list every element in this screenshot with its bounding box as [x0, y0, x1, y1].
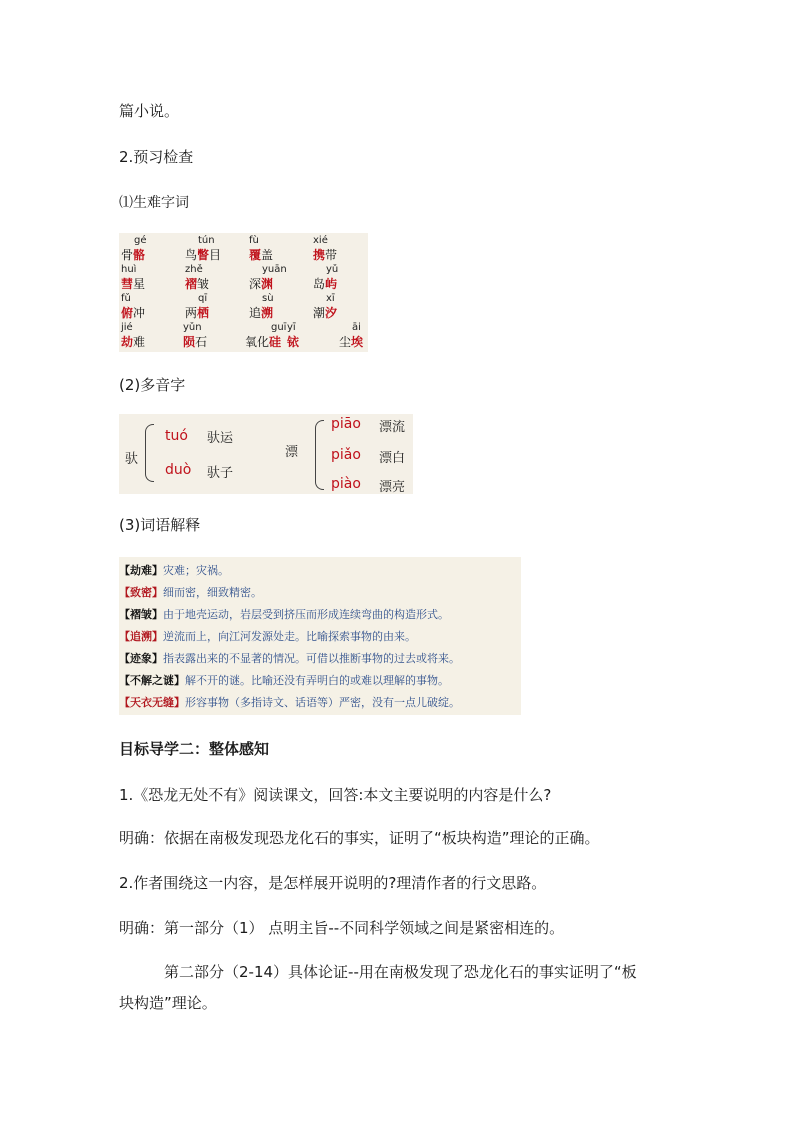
vocab-item — [311, 263, 373, 292]
definition-text: 解不开的谜。比喻还没有弄明白的或难以理解的事物。 — [185, 674, 449, 687]
vocab-pinyin: xié — [313, 235, 328, 246]
vocab-word: 陨石 — [183, 335, 208, 349]
vocab-pinyin: qī — [198, 293, 208, 304]
vocab-word: 铱 — [287, 335, 300, 349]
question-2: 2.作者围绕这一内容，是怎样展开说明的?理清作者的行文思路。 — [119, 874, 547, 892]
vocab-pinyin: gé — [134, 235, 147, 246]
poly-char: 漂 — [285, 445, 299, 460]
vocab-item — [119, 292, 181, 321]
definition-term: 【劫难】 — [119, 564, 163, 577]
vocab-pinyin: huì — [121, 264, 137, 275]
vocab-item — [183, 263, 245, 292]
brace-icon — [145, 424, 154, 482]
vocab-word: 尘埃 — [339, 335, 364, 349]
vocab-pinyin: guī — [271, 322, 287, 333]
poly-pinyin: piǎo — [331, 447, 361, 463]
vocab-pinyin: yǔ — [326, 264, 339, 275]
poly-heading: (2)多音字 — [119, 376, 186, 394]
definition-text: 指表露出来的不显著的情况。可借以推断事物的过去或将来。 — [163, 652, 460, 665]
definition-item — [119, 648, 460, 670]
vocab-item — [183, 234, 245, 263]
vocab-word: 追溯 — [249, 306, 274, 320]
vocab-word: 褶皱 — [185, 277, 210, 291]
definition-text: 逆流而上，向江河发源处走。比喻探索事物的由来。 — [163, 630, 416, 643]
vocab-pinyin: fǔ — [121, 293, 131, 304]
vocab-word: 岛屿 — [313, 277, 338, 291]
question-1: 1.《恐龙无处不有》阅读课文，回答:本文主要说明的内容是什么? — [119, 786, 552, 804]
poly-pinyin: piāo — [331, 416, 361, 432]
vocab-item — [119, 263, 181, 292]
definition-term: 【致密】 — [119, 586, 163, 599]
vocab-item — [247, 292, 309, 321]
definitions-panel — [119, 557, 521, 715]
vocab-word: 潮汐 — [313, 306, 338, 320]
definition-term: 【不解之谜】 — [119, 674, 185, 687]
answer-2-part2: 第二部分（2-14）具体论证--用在南极发现了恐龙化石的事实证明了“板 — [164, 963, 637, 981]
definition-text: 形容事物（多指诗文、话语等）严密，没有一点儿破绽。 — [185, 696, 460, 709]
vocab-pinyin: fù — [249, 235, 259, 246]
vocab-word: 劫难 — [121, 335, 146, 349]
vocab-word: 携带 — [313, 248, 338, 262]
vocab-item — [181, 321, 243, 350]
vocab-item — [311, 234, 373, 263]
answer-2: 明确：第一部分（1） 点明主旨--不同科学领域之间是紧密相连的。 — [119, 919, 565, 937]
vocab-pinyin: āi — [352, 322, 361, 333]
vocab-word: 两栖 — [185, 306, 210, 320]
poly-word: 漂白 — [379, 451, 406, 466]
vocab-pinyin: jié — [121, 322, 133, 333]
vocab-pinyin: xī — [326, 293, 335, 304]
vocab-item — [247, 263, 309, 292]
intro-tail: 篇小说。 — [119, 102, 180, 120]
vocab-word: 彗星 — [121, 277, 146, 291]
vocab-panel — [119, 233, 368, 352]
vocab-pinyin: yǔn — [183, 322, 202, 333]
definition-text: 灾难；灾祸。 — [163, 564, 229, 577]
vocab-pinyin: zhě — [185, 264, 203, 275]
poly-word: 驮运 — [207, 431, 234, 446]
poly-word: 漂流 — [379, 420, 406, 435]
vocab-word: 覆盖 — [249, 248, 274, 262]
definition-item — [119, 560, 229, 582]
definition-term: 【追溯】 — [119, 630, 163, 643]
vocab-pinyin: yī — [287, 322, 296, 333]
answer-2-part2-cont: 块构造”理论。 — [119, 994, 217, 1012]
poly-char: 驮 — [125, 452, 139, 467]
vocab-word: 骨骼 — [121, 248, 146, 262]
preview-heading: 2.预习检查 — [119, 148, 194, 166]
brace-icon — [315, 420, 324, 490]
vocab-word: 俯冲 — [121, 306, 146, 320]
vocab-word: 深渊 — [249, 277, 274, 291]
poly-pinyin: duò — [165, 462, 192, 478]
definition-term: 【天衣无缝】 — [119, 696, 185, 709]
poly-pinyin: tuó — [165, 428, 188, 444]
vocab-pinyin: yuān — [262, 264, 287, 275]
answer-1: 明确：依据在南极发现恐龙化石的事实，证明了“板块构造”理论的正确。 — [119, 829, 600, 847]
vocab-item — [337, 321, 399, 350]
vocab-item — [247, 234, 309, 263]
poly-pinyin: piào — [331, 476, 361, 492]
vocab-heading: ⑴生难字词 — [119, 195, 189, 211]
definition-item — [119, 670, 449, 692]
vocab-item — [119, 234, 181, 263]
poly-word: 驮子 — [207, 466, 234, 481]
definition-term: 【迹象】 — [119, 652, 163, 665]
definition-item — [119, 582, 262, 604]
vocab-pinyin: sù — [262, 293, 274, 304]
vocab-word: 氧化硅 — [245, 335, 282, 349]
section2-heading: 目标导学二：整体感知 — [119, 740, 270, 758]
vocab-item — [311, 292, 373, 321]
poly-word: 漂亮 — [379, 480, 406, 495]
definition-text: 细而密，细致精密。 — [163, 586, 262, 599]
definition-term: 【褶皱】 — [119, 608, 163, 621]
vocab-pinyin: tún — [198, 235, 215, 246]
def-heading: (3)词语解释 — [119, 516, 201, 534]
polyphone-panel — [119, 414, 413, 494]
vocab-word: 鸟瞥目 — [185, 248, 222, 262]
definition-text: 由于地壳运动，岩层受到挤压而形成连续弯曲的构造形式。 — [163, 608, 449, 621]
definition-item — [119, 626, 416, 648]
definition-item — [119, 692, 460, 714]
vocab-item — [183, 292, 245, 321]
vocab-item — [119, 321, 181, 350]
definition-item — [119, 604, 449, 626]
